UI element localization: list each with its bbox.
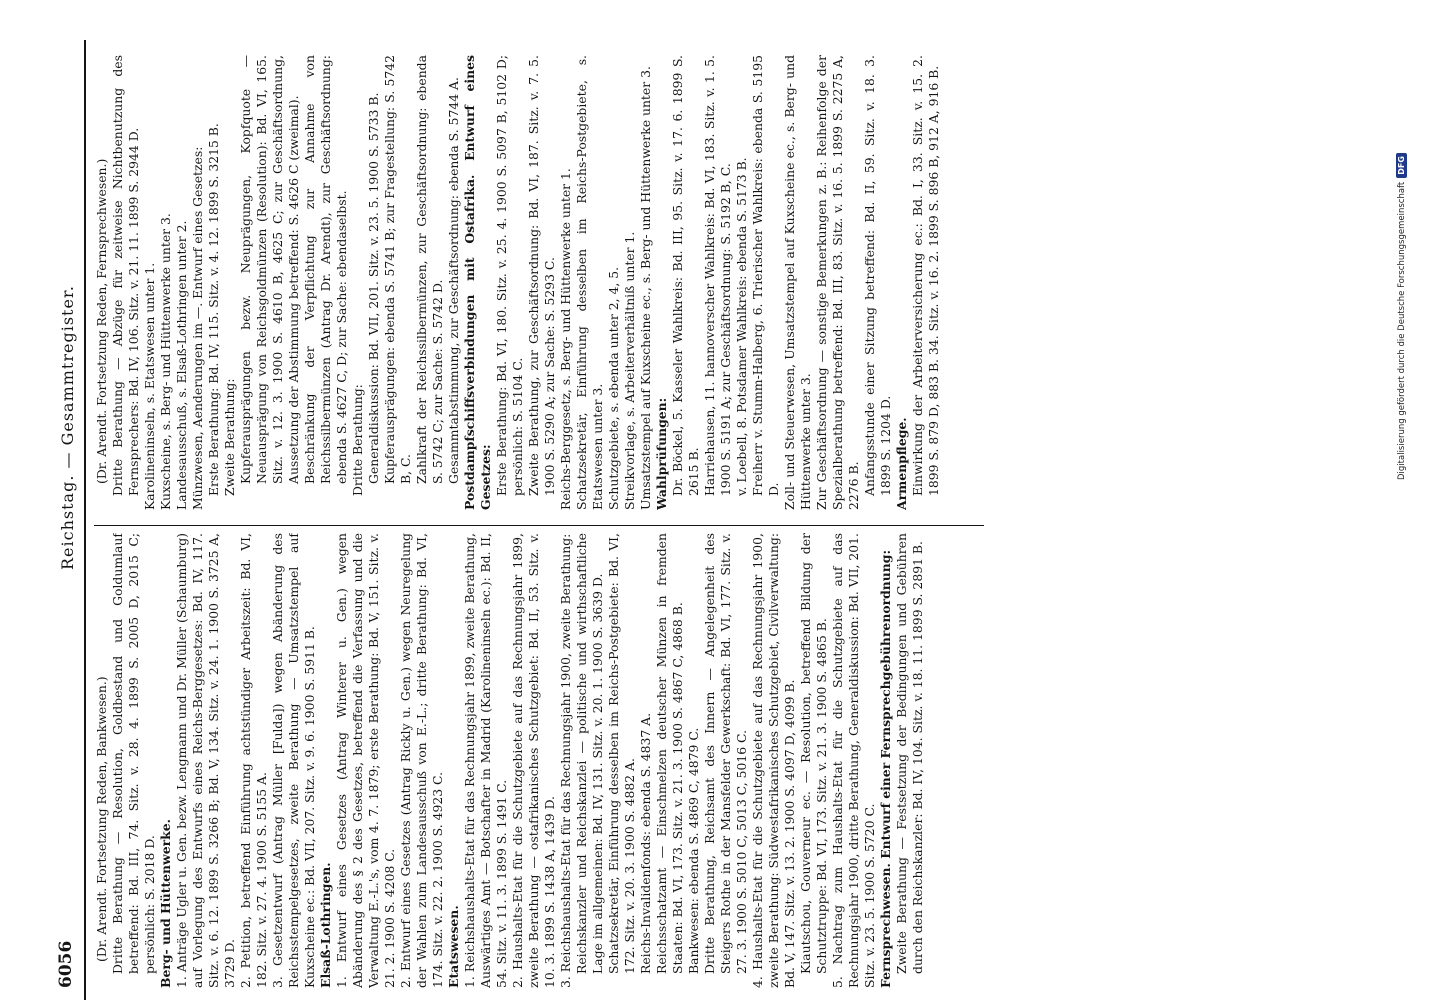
entry: 2. Haushalts-Etat für die Schutzgebiete auf das Rechnungsjahr 1899, zweite Berathung — ostafrikanisches Schutzgebiet: Bd. II, 53. Sitz. v. 10. 3. 1899 S. 1438 A, 1439 D.	[510, 533, 557, 988]
entry: (Dr. Arendt. Fortsetzung Reden, Bankwesen.)	[94, 676, 109, 962]
entry: 1. Entwurf eines Gesetzes (Antrag Winterer u. Gen.) wegen Abänderung des § 2 des Gesetzes, betreffend die Verfassung und die Verwaltung E.-L.'s, vom 4. 7. 1879; erste Berathung: Bd. V, 151. Sitz. v. 21. 2. 1900 S. 4208 C.	[334, 533, 397, 988]
entry: Schatzsekretär, Einführung desselben im Reichs-Postgebiete, s. Etatswesen unter 3.	[574, 55, 605, 510]
entry: Reichskanzler und Reichskanzlei — politische und wirthschaftliche Lage im allgemeinen: Bd. IV, 131. Sitz. v. 20. 1. 1900 S. 3639 D.	[574, 533, 605, 974]
section-heading: Berg- und Hüttenwerke.	[158, 819, 173, 988]
entry: 3. Reichshaushalts-Etat für das Rechnungsjahr 1900, zweite Berathung:	[558, 533, 573, 988]
header-rule	[84, 40, 86, 1000]
entry: Dr. Böckel, 5. Kasseler Wahlkreis: Bd. III, 95. Sitz. v. 17. 6. 1899 S. 2615 B.	[670, 55, 701, 496]
entry: Kuxscheine, s. Berg- und Hüttenwerke unter 3.	[158, 213, 173, 510]
entry: Schutzgebiete, s. ebenda unter 2, 4, 5.	[606, 266, 621, 510]
entry: Erste Berathung: Bd. VI, 180. Sitz. v. 25. 4. 1900 S. 5097 B, 5102 D; persönlich: S. 5104 C.	[494, 55, 525, 496]
entry: Kupferausprägungen: ebenda S. 5741 B; zur Fragestellung: S. 5742 B, C.	[382, 55, 413, 484]
entry: Zweite Berathung:	[222, 378, 237, 496]
page-number: 6056	[56, 940, 76, 988]
entry: Dritte Berathung — Abzüge für zeitweise Nichtbenutzung des Fernsprechers: Bd. IV, 106. Sitz. v. 21. 11. 1899 S. 2944 D.	[110, 55, 141, 496]
entry: Reichs-Invalidenfonds: ebenda S. 4837 A.	[638, 712, 653, 974]
page-header: Reichstag. — Gesammtregister.	[58, 285, 77, 570]
entry: Dritte Berathung:	[350, 384, 365, 496]
entry: Einwirkung der Arbeiterversicherung ec.: Bd. I, 33. Sitz. v. 15. 2. 1899 S. 879 D, 883 B. 34. Sitz. v. 16. 2. 1899 S. 896 B, 912 A, 916 B.	[910, 55, 941, 496]
credit-text: Digitalisierung gefördert durch die Deutsche Forschungsgemeinschaft	[1396, 181, 1407, 480]
entry: 2. Petition, betreffend Einführung achtstündiger Arbeitszeit: Bd. VI, 182. Sitz. v. 27. 4. 1900 S. 5155 A.	[238, 533, 269, 988]
entry: Dritte Berathung, Reichsamt des Innern — Angelegenheit des Steigers Rothe in der Mansfelder Gewerkschaft: Bd. VI, 177. Sitz. v. 27. 3. 1900 S. 5010 C, 5013 C, 5016 C.	[702, 533, 749, 974]
entry: Münzwesen, Aenderungen im —. Entwurf eines Gesetzes:	[190, 146, 205, 510]
entry: 1. Anträge Ugler u. Gen. bezw. Lengmann und Dr. Müller (Schaumburg) auf Vorlegung des Entwurfs eines Reichs-Berggesetzes: Bd. IV, 117. Sitz. v. 6. 12. 1899 S. 3266 B; Bd. V, 134. Sitz. v. 24. 1. 1900 S. 3725 A, 3729 D.	[174, 533, 237, 988]
section-heading: Wahlprüfungen:	[654, 397, 669, 510]
rotated-page	[50, 40, 1430, 1000]
entry: Zweite Berathung — Festsetzung der Bedingungen und Gebühren durch den Reichskanzler: Bd. IV, 104. Sitz. v. 18. 11. 1899 S. 2891 B.	[894, 533, 925, 974]
entry: Umsatzstempel auf Kuxscheine ec., s. Berg- und Hüttenwerke unter 3.	[638, 66, 653, 510]
entry: Karolineninseln, s. Etatswesen unter 1.	[142, 262, 157, 510]
section-heading: Elsaß-Lothringen.	[318, 862, 333, 988]
entry: 2. Entwurf eines Gesetzes (Antrag Rickly u. Gen.) wegen Neuregelung der Wahlen zum Landesausschuß von E.-L.; dritte Berathung: Bd. VI, 174. Sitz. v. 22. 2. 1900 S. 4923 C.	[398, 533, 445, 988]
dfg-logo: DFG	[1396, 153, 1407, 178]
entry: v. Loebell, 8. Potsdamer Wahlkreis: ebenda S. 5173 B.	[734, 157, 749, 496]
entry: Kiautschou, Gouverneur ec. — Resolution, betreffend Bildung der Schutztruppe: Bd. VI, 173. Sitz. v. 21. 3. 1900 S. 4865 B.	[798, 533, 829, 974]
entry: Erste Berathung: Bd. IV, 115. Sitz. v. 4. 12. 1899 S. 3215 B.	[206, 123, 221, 496]
entry: Reichs-Berggesetz, s. Berg- und Hüttenwerke unter 1.	[558, 168, 573, 510]
entry: Generaldiskussion: Bd. VII, 201. Sitz. v. 23. 5. 1900 S. 5733 B.	[366, 92, 381, 484]
entry: Freiherr v. Stumm-Halberg, 6. Trierischer Wahlkreis: ebenda S. 5195 D.	[750, 55, 781, 496]
entry: Bankwesen: ebenda S. 4869 C, 4879 C.	[686, 727, 701, 974]
section-heading: Postdampfschiffsverbindungen mit Ostafrika. Entwurf eines Gesetzes:	[462, 55, 493, 510]
column-rule	[94, 525, 984, 526]
entry: Schatzsekretär, Einführung desselben im Reichs-Postgebiete: Bd. VI, 172. Sitz. v. 20. 3. 1900 S. 4882 A.	[606, 533, 637, 974]
section-heading: Fernsprechwesen. Entwurf einer Fernsprechgebührenordnung:	[878, 549, 893, 988]
section-heading: Etatswesen.	[446, 905, 461, 988]
entry: Landesausschuß, s. Elsaß-Lothringen unter 2.	[174, 220, 189, 510]
entry: Reichsschatzamt — Einschmelzen deutscher Münzen in fremden Staaten: Bd. VI, 173. Sitz. v. 21. 3. 1900 S. 4867 C, 4868 B.	[654, 533, 685, 974]
entry: Harriehausen, 11. hannoverscher Wahlkreis: Bd. VI, 183. Sitz. v. 1. 5. 1900 S. 5191 A; zur Geschäftsordnung: S. 5192 B, C.	[702, 55, 733, 496]
entry: Anfangsstunde einer Sitzung betreffend: Bd. II, 59. Sitz. v. 18. 3. 1899 S. 1204 D.	[862, 55, 893, 496]
entry: Dritte Berathung — Resolution, Goldbestand und Goldumlauf betreffend: Bd. III, 74. Sitz. v. 28. 4. 1899 S. 2005 D, 2015 C; persönlich: S. 2018 D.	[110, 533, 157, 974]
entry: 3. Gesetzentwurf (Antrag Müller [Fulda]) wegen Abänderung des Reichsstempelgesetzes, zweite Berathung — Umsatzstempel auf Kuxscheine ec.: Bd. VII, 207. Sitz. v. 9. 6. 1900 S. 5911 B.	[270, 533, 317, 988]
left-column	[94, 533, 984, 988]
entry: (Dr. Arendt. Fortsetzung Reden, Fernsprechwesen.)	[94, 158, 109, 484]
entry: Kupferausprägungen bezw. Neuprägungen, Kopfquote — Neuausprägung von Reichsgoldmünzen (Resolution): Bd. VI, 165. Sitz. v. 12. 3. 1900 S. 4610 B, 4625 C; zur Geschäftsordnung, Aussetzung der Abstimmung betreffend: S. 4626 C (zweimal).	[238, 55, 301, 484]
digitization-credit	[1396, 153, 1407, 480]
entry: Zur Geschäftsordnung — sonstige Bemerkungen z. B.: Reihenfolge der Spezialberathung betreffend: Bd. III, 83. Sitz. v. 16. 5. 1899 S. 2275 A, 2276 B.	[814, 55, 861, 510]
entry: Zoll- und Steuerwesen, Umsatzstempel auf Kuxscheine ec., s. Berg- und Hüttenwerke unter 3.	[782, 55, 813, 510]
right-column	[94, 55, 984, 510]
entry: Zweite Berathung, zur Geschäftsordnung: Bd. VI, 187. Sitz. v. 7. 5. 1900 S. 5290 A; zur Sache: S. 5293 C.	[526, 55, 557, 496]
section-heading: Armenpflege.	[894, 417, 909, 510]
entry: Streikvorlage, s. Arbeiterverhältniß unter 1.	[622, 231, 637, 510]
entry: 1. Reichshaushalts-Etat für das Rechnungsjahr 1899, zweite Berathung, Auswärtiges Amt — Botschafter in Madrid (Karolineninseln ec.): Bd. II, 54. Sitz. v. 11. 3. 1899 S. 1491 C.	[462, 533, 509, 988]
entry: Zahlkraft der Reichssilbermünzen, zur Geschäftsordnung: ebenda S. 5742 C; zur Sache: S. 5742 D.	[414, 55, 445, 484]
entry: 4. Haushalts-Etat für die Schutzgebiete auf das Rechnungsjahr 1900, zweite Berathung: Südwestafrikanisches Schutzgebiet, Civilverwaltung: Bd. V, 147. Sitz. v. 13. 2. 1900 S. 4097 D, 4099 B.	[750, 533, 797, 988]
entry: Gesammtabstimmung, zur Geschäftsordnung: ebenda S. 5744 A.	[446, 77, 461, 484]
entry: 5. Nachtrag zum Haushalts-Etat für die Schutzgebiete auf das Rechnungsjahr 1900, dritte Berathung, Generaldiskussion: Bd. VII, 201. Sitz. v. 23. 5. 1900 S. 5720 C.	[830, 533, 877, 988]
entry: Beschränkung der Verpflichtung zur Annahme von Reichssilbermünzen (Antrag Dr. Arendt), zur Geschäftsordnung: ebenda S. 4627 C, D; zur Sache: ebendaselbst.	[302, 55, 349, 484]
